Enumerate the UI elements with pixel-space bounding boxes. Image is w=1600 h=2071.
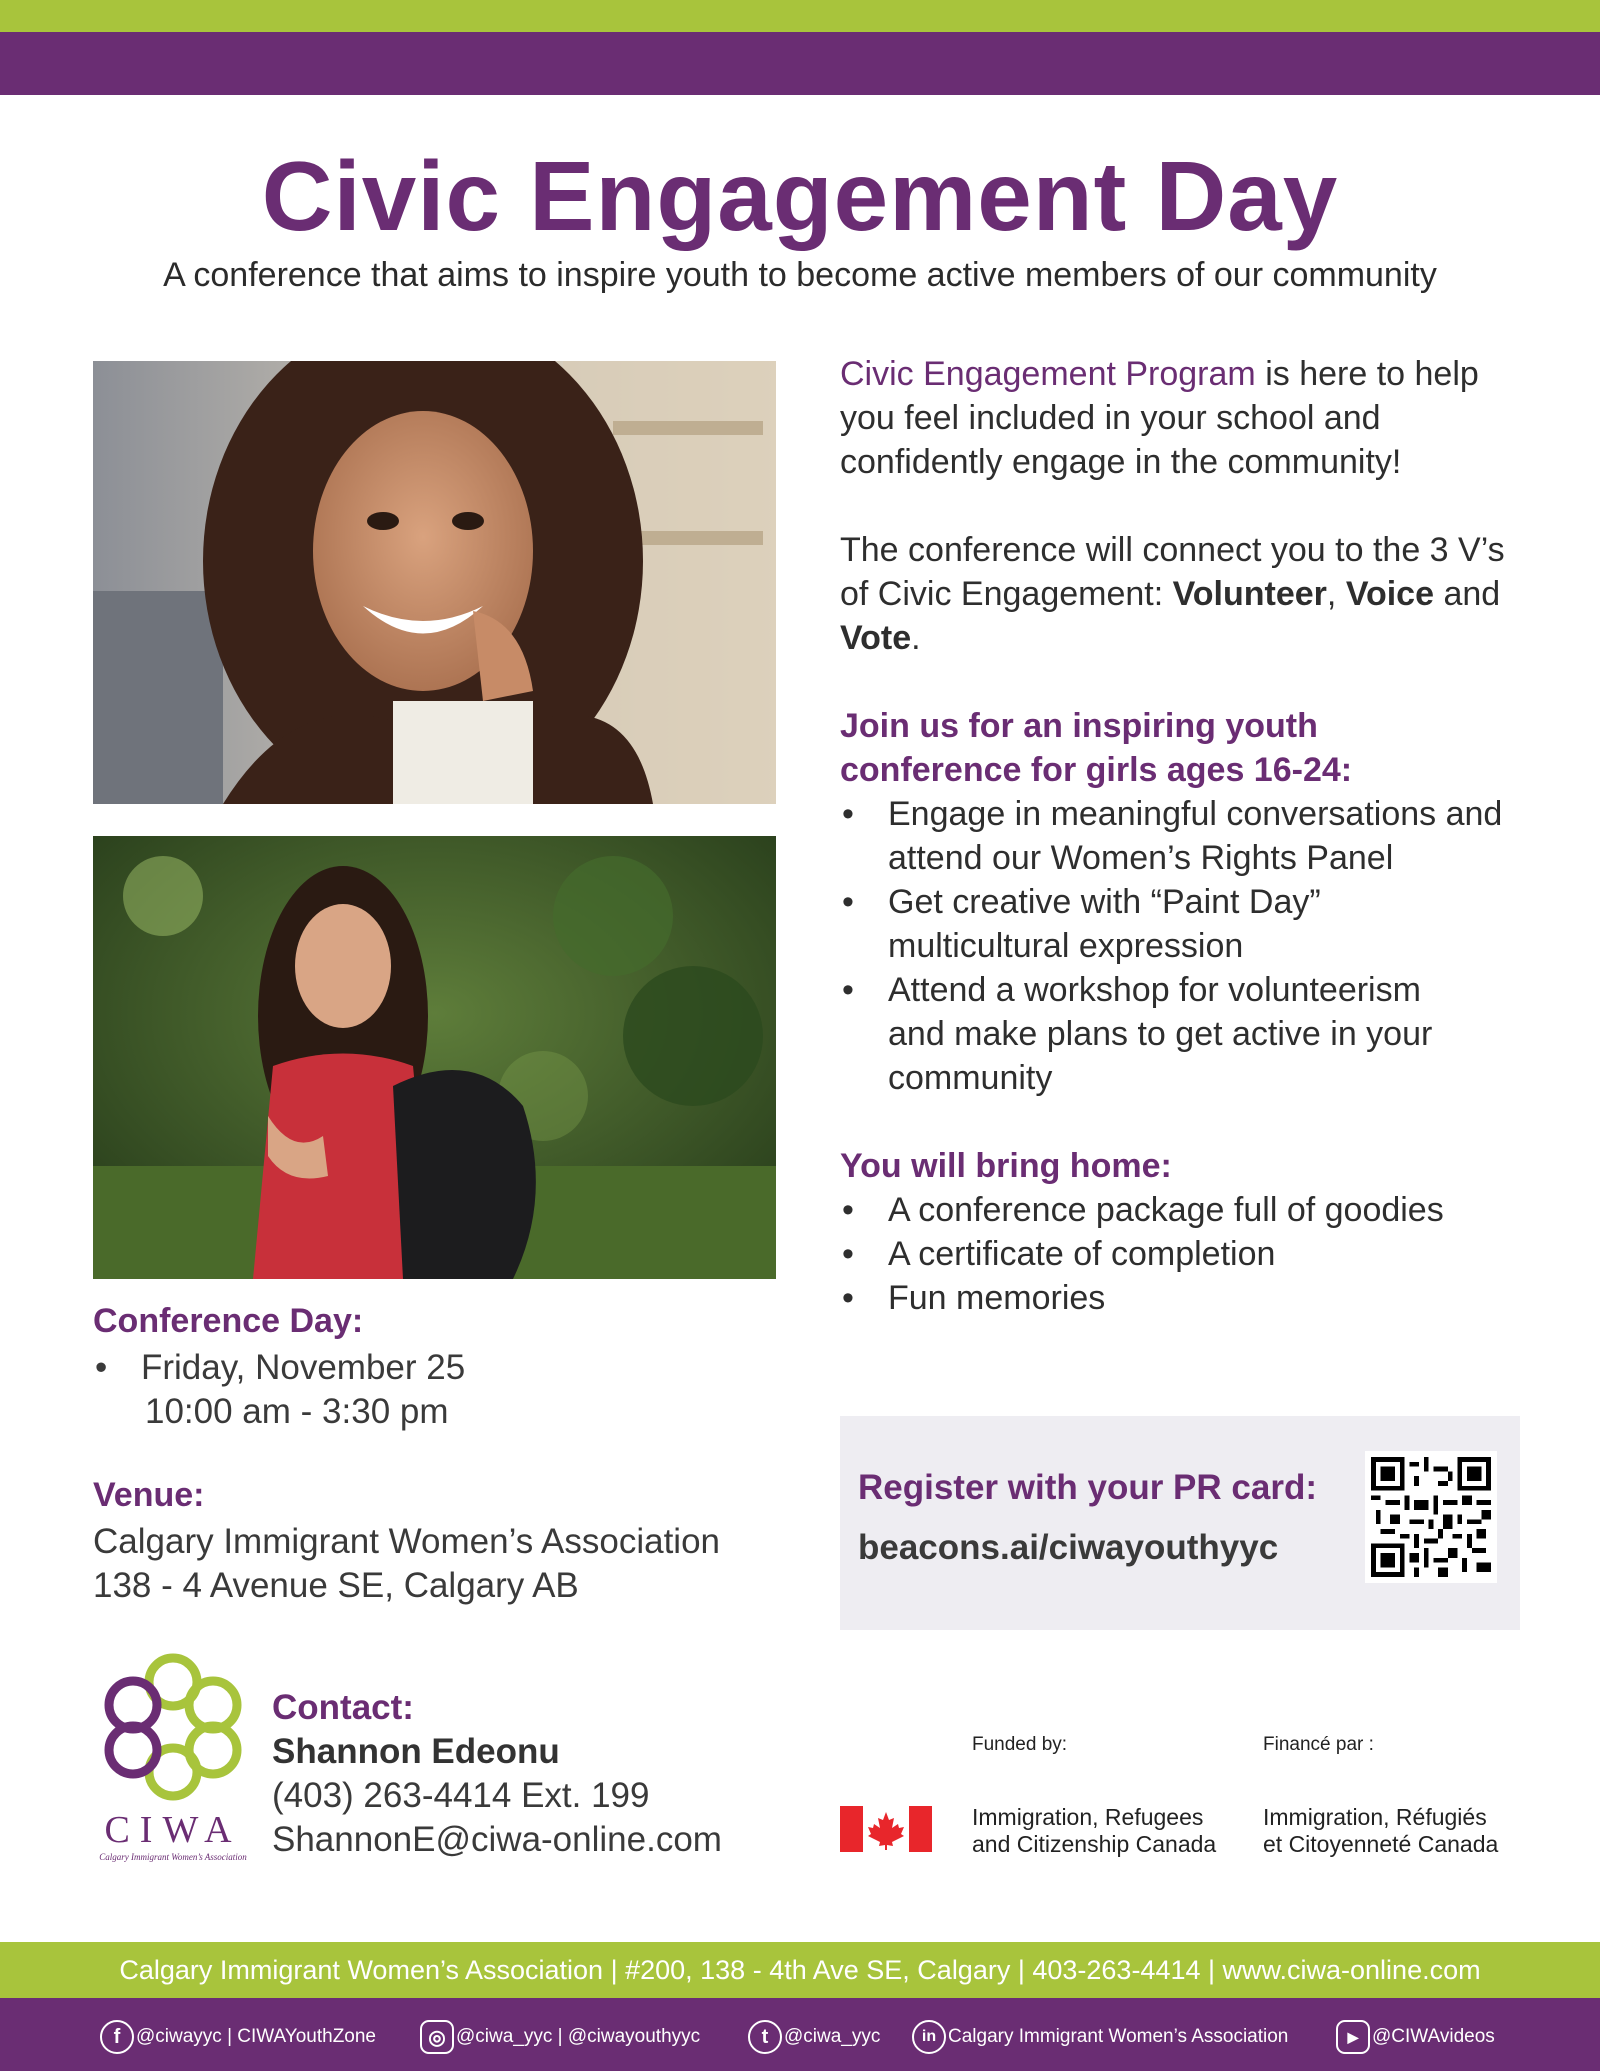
bring-home-item: • Fun memories (840, 1276, 1530, 1320)
linkedin-icon: in (912, 2020, 946, 2054)
page-subtitle: A conference that aims to inspire youth to become active members of our community (163, 256, 1437, 294)
conference-day-list (93, 1346, 465, 1434)
venue-line-2: 138 - 4 Avenue SE, Calgary AB (93, 1566, 579, 1605)
join-item: • Engage in meaningful conversations and attend our Women’s Rights Panel (840, 792, 1530, 880)
period: . (911, 619, 921, 657)
facebook-handles: @ciwayyc | CIWAYouthZone (136, 2026, 376, 2047)
v-vote: Vote (840, 619, 912, 657)
ciwa-wordmark: CIWA (104, 1809, 242, 1851)
comma: , (1326, 575, 1337, 613)
instagram-handles: @ciwa_yyc | @ciwayouthyyc (456, 2026, 701, 2047)
top-purple-bar (0, 32, 1600, 95)
join-item: • Attend a workshop for volunteerism and make plans to get active in your community (840, 968, 1480, 1100)
social-linkedin[interactable] (912, 2020, 1288, 2054)
instagram-icon: ◎ (420, 2020, 454, 2054)
page-title: Civic Engagement Day (261, 141, 1339, 251)
join-item: • Get creative with “Paint Day” multicultural expression (840, 880, 1340, 968)
funded-by-label: Funded by: (972, 1734, 1068, 1755)
venue-line-1: Calgary Immigrant Women’s Association (93, 1522, 721, 1561)
department-fr-line-1: Immigration, Réfugiés (1263, 1804, 1487, 1830)
conference-date: Friday, November 25 (141, 1348, 466, 1387)
department-name-fr (1263, 1804, 1498, 1858)
program-name: Civic Engagement Program (840, 355, 1256, 393)
conference-date-item (93, 1346, 465, 1434)
social-facebook[interactable] (100, 2020, 376, 2054)
register-link[interactable]: beacons.ai/ciwayouthyyc (858, 1528, 1279, 1567)
program-description (840, 352, 1530, 1364)
department-en-line-2: and Citizenship Canada (972, 1831, 1217, 1857)
footer-social-bar (0, 1998, 1600, 2071)
youtube-icon: ▶ (1336, 2020, 1370, 2054)
contact-phone[interactable]: (403) 263-4414 Ext. 199 (272, 1776, 650, 1815)
social-instagram[interactable] (420, 2020, 700, 2054)
register-label: Register with your PR card: (858, 1468, 1317, 1507)
top-green-bar (0, 0, 1600, 32)
v-voice: Voice (1345, 575, 1434, 613)
join-heading: Join us for an inspiring youth conference for girls ages 16-24: (840, 707, 1353, 789)
v-volunteer: Volunteer (1172, 575, 1327, 613)
ciwa-logo-subtitle: Calgary Immigrant Women’s Association (99, 1852, 247, 1862)
department-en-line-1: Immigration, Refugees (972, 1804, 1204, 1830)
contact-email[interactable]: ShannonE@ciwa-online.com (272, 1820, 722, 1859)
contact-heading: Contact: (272, 1688, 414, 1727)
canada-flag-icon (840, 1806, 932, 1852)
photo-woman-with-backpack (93, 836, 776, 1279)
footer-address-bar: Calgary Immigrant Women’s Association | #200, 138 - 4th Ave SE, Calgary | 403-263-4414 | www.ciwa-online.com (0, 1942, 1600, 1998)
program-text: is here to help you feel included in your school and confidently engage in the community! (840, 355, 1479, 481)
program-intro (840, 352, 1530, 484)
bring-home-item: • A conference package full of goodies (840, 1188, 1530, 1232)
department-fr-line-2: et Citoyenneté Canada (1263, 1831, 1499, 1857)
finance-par-label: Financé par : (1263, 1734, 1374, 1755)
conference-day-heading: Conference Day: (93, 1302, 364, 1340)
youtube-handle: @CIWAvideos (1372, 2026, 1495, 2047)
social-youtube[interactable] (1336, 2020, 1495, 2054)
register-panel (840, 1416, 1520, 1630)
qr-code[interactable] (1365, 1451, 1497, 1583)
linkedin-handle: Calgary Immigrant Women’s Association (948, 2026, 1289, 2047)
three-vs-text (840, 528, 1530, 660)
twitter-icon: t (748, 2020, 782, 2054)
department-name-en (972, 1804, 1216, 1858)
contact-block (272, 1686, 722, 1862)
three-vs-intro: The conference will connect you to the 3 V’s of Civic Engagement: (840, 531, 1505, 613)
contact-name: Shannon Edeonu (272, 1732, 560, 1771)
bring-home-list (840, 1188, 1530, 1320)
bring-home-item: • A certificate of completion (840, 1232, 1530, 1276)
facebook-icon: f (100, 2020, 134, 2054)
twitter-handle: @ciwa_yyc (784, 2026, 881, 2047)
photo-curly-hair-woman (93, 361, 776, 804)
bring-home-heading: You will bring home: (840, 1147, 1172, 1185)
and-word: and (1434, 575, 1501, 613)
venue-heading: Venue: (93, 1476, 205, 1514)
social-twitter[interactable] (748, 2020, 880, 2054)
join-list (840, 792, 1530, 1100)
venue-address (93, 1520, 720, 1608)
conference-time: 10:00 am - 3:30 pm (145, 1392, 449, 1431)
